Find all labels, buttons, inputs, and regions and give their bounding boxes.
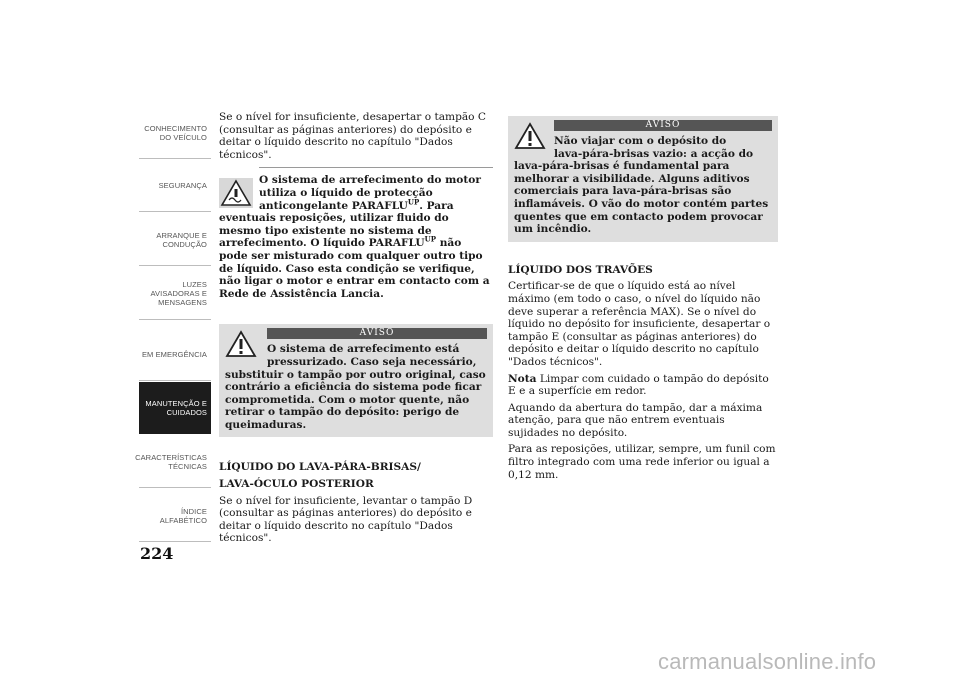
coolant-warning	[219, 174, 493, 300]
paragraph-opening: Aquando da abertura do tampão, dar a máxima atenção, para que não entrem eventuais sujidades no depósito.	[508, 401, 763, 439]
sidebar-item-label: ARRANQUE E CONDUÇÃO	[156, 230, 207, 249]
sidebar-item-luzes[interactable]	[139, 268, 211, 320]
note-paragraph	[508, 373, 778, 398]
note-label: Nota	[508, 372, 537, 385]
aviso-text: substituir o tampão por outro original, caso contrário a eficiência do sistema pode ficar comprometida. Com o motor quente, não retirar o tampão do depósito: perigo de queimaduras.	[225, 368, 486, 431]
brake-heading: LÍQUIDO DOS TRAVÕES	[508, 263, 653, 276]
sidebar-item-label: CONHECIMENTO DO VEÍCULO	[144, 123, 207, 142]
aviso-title: AVISO	[554, 120, 772, 131]
coolant-warning-text-a: eventuais reposições, utilizar fluido do mesmo tipo existente no sistema de arrefecimento. O líquido PARAFLU	[219, 212, 449, 250]
watermark: carmanualsonline.info	[658, 649, 877, 674]
divider	[259, 167, 493, 168]
sidebar-item-arranque[interactable]	[139, 214, 211, 266]
brake-paragraph: Certificar-se de que o líquido está ao nível máximo (em todo o caso, o nível do líquido não deve superar a referência MAX). Se o nível do líquido no depósito for insuficiente, desapertar o tampão E (consultar as páginas anteriores) do depósito e deitar o líquido descrito no capítulo "Dados técnicos".	[508, 280, 771, 368]
sidebar-item-manutencao[interactable]	[139, 382, 211, 434]
note-text: Limpar com cuidado o tampão do depósito E e a superfície em redor.	[508, 372, 769, 398]
left-column	[219, 111, 493, 549]
coolant-warning-line2: utiliza o líquido de protecção	[259, 186, 433, 199]
aviso-line2: pressurizado. Caso seja necessário,	[267, 355, 477, 368]
intro-paragraph: Se o nível for insuficiente, desapertar o tampão C (consultar as páginas anteriores) do depósito e deitar o líquido descrito no capítulo "Dados técnicos".	[219, 111, 487, 161]
sidebar-item-label: ÍNDICE ALFABÉTICO	[159, 506, 207, 525]
sidebar-item-label: CARACTERÍSTICAS TÉCNICAS	[135, 452, 207, 471]
aviso-box-washer	[508, 116, 778, 242]
coolant-warning-text-b: não pode ser misturado com qualquer outro tipo de líquido. Caso esta condição se verifique, não ligar o motor e entrar em contacto com a Rede de Assistência Lancia.	[219, 237, 490, 300]
washer-heading-1: LÍQUIDO DO LAVA-PÁRA-BRISAS/	[219, 461, 421, 474]
coolant-warning-line1: O sistema de arrefecimento do motor	[259, 174, 481, 187]
washer-paragraph: Se o nível for insuficiente, levantar o tampão D (consultar as páginas anteriores) do depósito e deitar o líquido descrito no capítulo "Dados técnicos".	[219, 494, 473, 545]
superscript: UP	[407, 197, 420, 207]
aviso-line2: lava-pára-brisas vazio: a acção do	[554, 147, 754, 160]
aviso-line1: O sistema de arrefecimento está	[267, 343, 460, 356]
sidebar-item-label: LUZES AVISADORAS E MENSAGENS	[150, 280, 207, 307]
sidebar-item-conhecimento[interactable]	[139, 107, 211, 159]
sidebar-item-label: SEGURANÇA	[158, 181, 207, 190]
coolant-warning-line3b: . Para	[419, 199, 454, 212]
sidebar-item-indice[interactable]	[139, 490, 211, 542]
coolant-warning-line3a: anticongelante PARAFLU	[259, 199, 408, 212]
aviso-title: AVISO	[267, 328, 487, 339]
washer-heading-2: LAVA-ÓCULO POSTERIOR	[219, 478, 374, 491]
sidebar-item-emergencia[interactable]	[139, 329, 211, 381]
aviso-box-coolant	[219, 324, 493, 437]
coolant-warning-icon	[219, 178, 253, 208]
warning-triangle-icon	[514, 122, 546, 150]
superscript: UP	[424, 234, 437, 244]
aviso-line1: Não viajar com o depósito do	[554, 135, 727, 147]
paragraph-refill: Para as reposições, utilizar, sempre, um funil com filtro integrado com uma rede inferior ou igual a 0,12 mm.	[508, 443, 776, 481]
aviso-text: lava-pára-brisas é fundamental para melhorar a visibilidade. Alguns aditivos comerciais para lava-pára-brisas são inflamáveis. O vão do motor contém partes quentes que em contacto podem provocar um incêndio.	[514, 160, 769, 236]
warning-triangle-icon	[225, 330, 257, 358]
sidebar-item-label: MANUTENÇÃO E CUIDADOS	[145, 398, 207, 417]
right-column	[508, 116, 778, 485]
page-number: 224	[140, 544, 174, 563]
sidebar-item-caracteristicas[interactable]	[135, 436, 211, 488]
sidebar-item-label: EM EMERGÊNCIA	[141, 350, 207, 359]
sidebar-item-seguranca[interactable]	[139, 160, 211, 212]
